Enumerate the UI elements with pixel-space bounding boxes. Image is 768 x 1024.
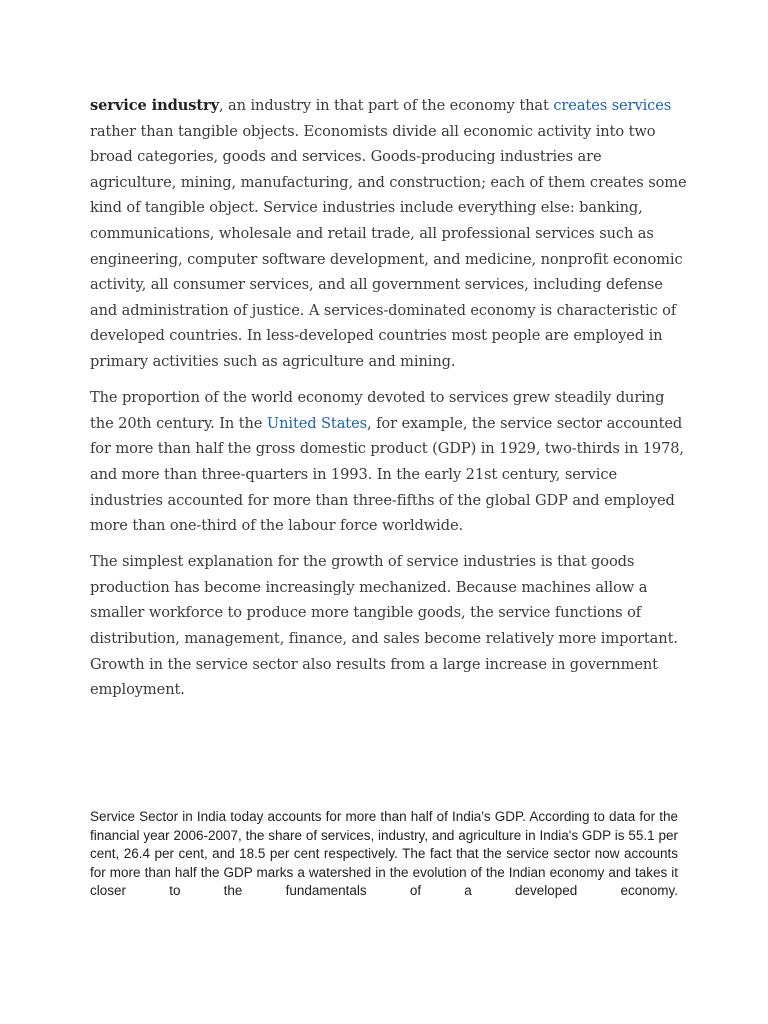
- paragraph-1-text-b: rather than tangible objects. Economists divide all economic activity into two broad categories, goods and services. Goods-producing industries are agriculture, mining, manufacturing, and construction; each of them creates some kind of tangible object. Service industries include everything else: banking, communications, wholesale and retail trade, all professional services such as engineering, computer software development, and medicine, nonprofit economic activity, all consumer services, and all government services, including defense and administration of justice. A services-dominated economy is characteristic of developed countries. In less-developed countries most people are employed in primary activities such as agriculture and mining.: [90, 122, 687, 370]
- paragraph-2-text-a: The proportion of the world economy devoted to services grew steadily during the 20th century. In the: [90, 389, 665, 432]
- paragraph-2-text-b: , for example, the service sector accounted for more than half the gross domestic product (GDP) in 1929, two-thirds in 1978, and more than three-quarters in 1993. In the early 21st century, service industries accounted for more than three-fifths of the global GDP and employed more than one-third of the labour force worldwide.: [90, 414, 684, 535]
- encyclopedia-article: [90, 93, 690, 713]
- link-creates-services[interactable]: creates services: [553, 97, 672, 114]
- article-paragraph-1: [90, 93, 690, 375]
- paragraph-1-text-a: , an industry in that part of the economy that: [218, 97, 554, 114]
- headword-service-industry: service industry: [90, 97, 219, 114]
- article-paragraph-3: The simplest explanation for the growth of service industries is that goods production has become increasingly mechanized. Because machines allow a smaller workforce to produce more tangible goods, the service functions of distribution, management, finance, and sales become relatively more important. Growth in the service sector also results from a large increase in government employment.: [90, 553, 678, 699]
- india-service-sector-note: Service Sector in India today accounts for more than half of India's GDP. According to data for the financial year 2006-2007, the share of services, industry, and agriculture in India's GDP is 55.1 per cent, 26.4 per cent, and 18.5 per cent respectively. The fact that the service sector now accounts for more than half the GDP marks a watershed in the evolution of the Indian economy and takes it closer to the fundamentals of a developed economy.: [90, 809, 678, 899]
- article-paragraph-2: [90, 385, 690, 539]
- link-united-states[interactable]: United States: [266, 414, 367, 432]
